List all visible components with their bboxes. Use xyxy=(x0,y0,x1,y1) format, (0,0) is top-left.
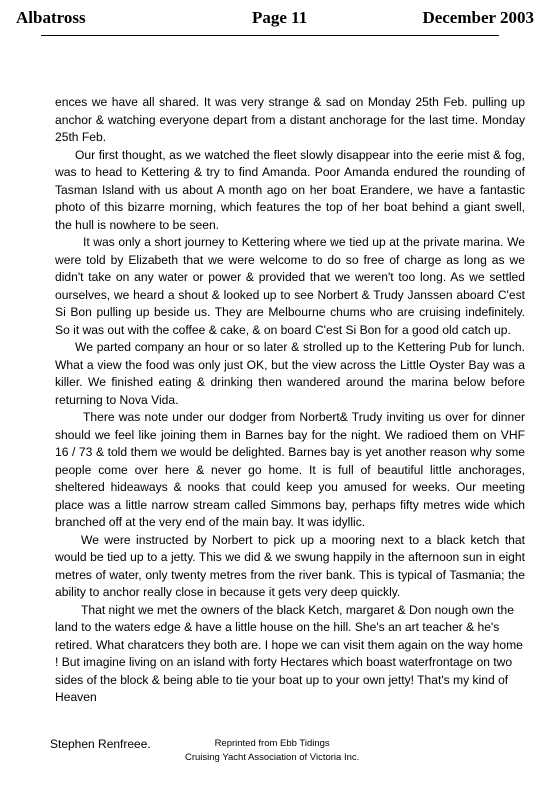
publication-name: Albatross xyxy=(16,8,86,27)
article-paragraph: Our first thought, as we watched the fleet slowly disappear into the eerie mist & fog, was to head to Kettering & try to find Amanda. Poor Amanda endured the rounding of Tasman Island with us about A month ago on her boat Erandere, we have a fantastic photo of this bizarre morning, which features the top of her boat behind a giant swell, the hull is nowhere to be seen. xyxy=(55,147,525,232)
page-number: Page 11 xyxy=(252,8,308,27)
article-paragraph: ences we have all shared. It was very strange & sad on Monday 25th Feb. pulling up anchor & watching everyone depart from a distant anchorage for the last time. Monday 25th Feb. xyxy=(55,95,525,144)
article-body xyxy=(55,94,525,707)
author-signature: Stephen Renfreee. xyxy=(50,737,151,751)
reprint-source: Reprinted from Ebb Tidings xyxy=(214,738,330,749)
article-footer xyxy=(50,737,510,777)
header-rule xyxy=(41,35,499,36)
reprint-association: Cruising Yacht Association of Victoria Inc. xyxy=(185,752,360,763)
page-header xyxy=(16,8,536,32)
article-paragraph: That night we met the owners of the black Ketch, margaret & Don nough own the land to the waters edge & have a little house on the hill. She's an art teacher & he's retired. What charatcers they both are. I hope we can visit them again on the way home ! But imagine living on an island with forty Hectares which boast waterfrontage on two sides of the block & being able to tie your boat up to your own jetty! That's my kind of Heaven xyxy=(55,602,523,704)
article-paragraph: We parted company an hour or so later & strolled up to the Kettering Pub for lunch. What a view the food was only just OK, but the view across the Little Oyster Bay was a killer. We finished eating & drinking then wandered around the marina below before returning to Nova Vida. xyxy=(55,340,525,407)
reprint-credit xyxy=(185,737,359,765)
article-paragraph: We were instructed by Norbert to pick up a mooring next to a black ketch that would be tied up to a jetty. This we did & we swung happily in the afternoon sun in eight metres of water, only twenty metres from the river bank. This is typical of Tasmania; the ability to anchor really close in because it gets very deep quickly. xyxy=(55,532,525,599)
issue-date: December 2003 xyxy=(422,8,534,27)
article-paragraph: There was note under our dodger from Norbert& Trudy inviting us over for dinner should we feel like joining them in Barnes bay for the night. We radioed them on VHF 16 / 73 & told them we would be delighted. Barnes bay is yet another reason why some people come over here & never go home. It is full of beautiful little anchorages, sheltered hideaways & nooks that could keep you amused for weeks. Our meeting place was a little narrow stream called Simmons bay, perhaps fifty metres wide which branched off at the very end of the main bay. It was idyllic. xyxy=(55,410,525,529)
article-paragraph: It was only a short journey to Kettering where we tied up at the private marina. We were told by Elizabeth that we were welcome to do so free of charge as long as we didn't take on any water or power & provided that we weren't too long. As we settled ourselves, we heard a shout & looked up to see Norbert & Trudy Janssen aboard C'est Si Bon pulling up beside us. They are Melbourne chums who are cruising indefinitely. So it was out with the coffee & cake, & on board C'est Si Bon for a good old catch up. xyxy=(55,235,525,337)
